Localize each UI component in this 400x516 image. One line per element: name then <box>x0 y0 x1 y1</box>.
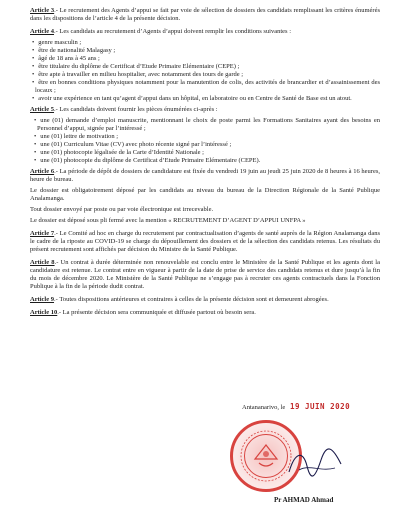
list-item: • âgé de 18 ans à 45 ans ; <box>30 55 380 63</box>
article-8-label: Article 8 <box>30 259 55 266</box>
article-6-mention: Le dossier est déposé sous pli fermé avec la mention « RECRUTEMENT D’AGENT D’APPUI UNFPA » <box>30 217 306 224</box>
article-4 <box>30 28 380 36</box>
article-3-text: .- Le recrutement des Agents d’appui se fait par voie de sélection de dossiers des candidats remplissant les critères énumérés dans les dispositions de l’article 4 de la présente décision. <box>30 7 380 22</box>
article-8 <box>30 259 380 291</box>
article-10 <box>30 309 380 317</box>
list-item: • genre masculin ; <box>30 39 380 47</box>
article-4-conditions <box>30 39 380 103</box>
handwritten-signature <box>285 442 345 482</box>
article-3 <box>30 7 380 23</box>
article-6-label: Article 6 <box>30 168 55 175</box>
article-6 <box>30 168 380 184</box>
article-5-text: .- Les candidats doivent fournir les pièces énumérées ci-après : <box>54 106 218 113</box>
article-6-deposit: Le dossier est obligatoirement déposé par les candidats au niveau du bureau de la Direction Régionale de la Santé Publique Analamanga. <box>30 187 380 202</box>
place-date-line <box>242 402 350 411</box>
list-item: • une (01) photocopie du diplôme de Certificat d’Etude Primaire Elémentaire (CEPE). <box>30 157 380 165</box>
article-5 <box>30 106 380 114</box>
article-7-label: Article 7 <box>30 230 55 237</box>
list-item: • être en bonnes conditions physiques notamment pour la manutention de colis, des activités de brancardier et d’assainissement des locaux ; <box>30 79 380 95</box>
list-item: • avoir une expérience en tant qu’agent d’appui dans un hôpital, en laboratoire ou en Centre de Santé de Base est un atout. <box>30 95 380 103</box>
list-item: • une (01) demande d’emploi manuscrite, mentionnant le choix de poste parmi les Formations Sanitaires ayant des besoins en Personnel d’appui, signée par l’intéressé ; <box>30 117 380 133</box>
article-8-text: .- Un contrat à durée déterminée non renouvelable est conclu entre le Ministère de la Santé Publique et les agents dont la candidature est retenue. Le contrat entre en vigueur à partir de la date de prise de service des candidats retenus et dure jusqu’à la fin du mois de décembre 2020. Le Ministère de la Santé Publique ne s’engage pas à recruter ces agents contractuels dans la Fonction Publique à la fin de la période dudit contrat. <box>30 259 380 290</box>
article-7 <box>30 230 380 254</box>
list-item: • être de nationalité Malagasy ; <box>30 47 380 55</box>
decision-body <box>30 7 380 320</box>
article-5-label: Article 5 <box>30 106 55 113</box>
list-item: • être titulaire du diplôme de Certificat d’Etude Primaire Elémentaire (CEPE) ; <box>30 63 380 71</box>
signer-name: Pr AHMAD Ahmad <box>274 496 334 504</box>
article-6-post-rule: Tout dossier envoyé par poste ou par voie électronique est irrecevable. <box>30 206 214 213</box>
article-9 <box>30 296 380 304</box>
date-stamp: 19 JUIN 2020 <box>289 402 351 411</box>
article-9-label: Article 9 <box>30 296 55 303</box>
place-text: Antananarivo, le <box>242 404 286 411</box>
article-10-text: .- La présente décision sera communiquée et diffusée partout où besoin sera. <box>57 309 256 316</box>
article-4-text: .- Les candidats au recrutement d’Agents d’appui doivent remplir les conditions suivantes : <box>54 28 292 35</box>
article-9-text: .- Toutes dispositions antérieures et contraires à celles de la présente décision sont et demeurent abrogées. <box>54 296 329 303</box>
article-4-label: Article 4 <box>30 28 55 35</box>
signature-block <box>230 402 380 512</box>
list-item: • une (01) photocopie légalisée de la Carte d’Identité Nationale ; <box>30 149 380 157</box>
article-7-text: .- Le Comité ad hoc en charge du recrutement par contractualisation d’agents de santé auprès de la Région Analamanga dans le cadre de la riposte au COVID-19 se charge du dépouillement des dossiers et de la sélection des candidats retenus. Les résultats du présent recrutement sont affichés par décision du Ministre de la Santé Publique. <box>30 230 380 253</box>
list-item: • une (01) lettre de motivation ; <box>30 133 380 141</box>
list-item: • être apte à travailler en milieu hospitalier, avec notamment des tours de garde ; <box>30 71 380 79</box>
article-10-label: Article 10 <box>30 309 58 316</box>
article-3-label: Article 3 <box>30 7 55 14</box>
article-6-text: .- La période de dépôt de dossiers de candidature est fixée du vendredi 19 juin au jeudi 25 juin 2020 de 8 heures à 16 heures, heure de bureau. <box>30 168 380 183</box>
seal-inner-ring <box>244 434 288 478</box>
list-item: • une (01) Curriculum Vitae (CV) avec photo récente signé par l’intéressé ; <box>30 141 380 149</box>
article-5-documents <box>30 117 380 165</box>
